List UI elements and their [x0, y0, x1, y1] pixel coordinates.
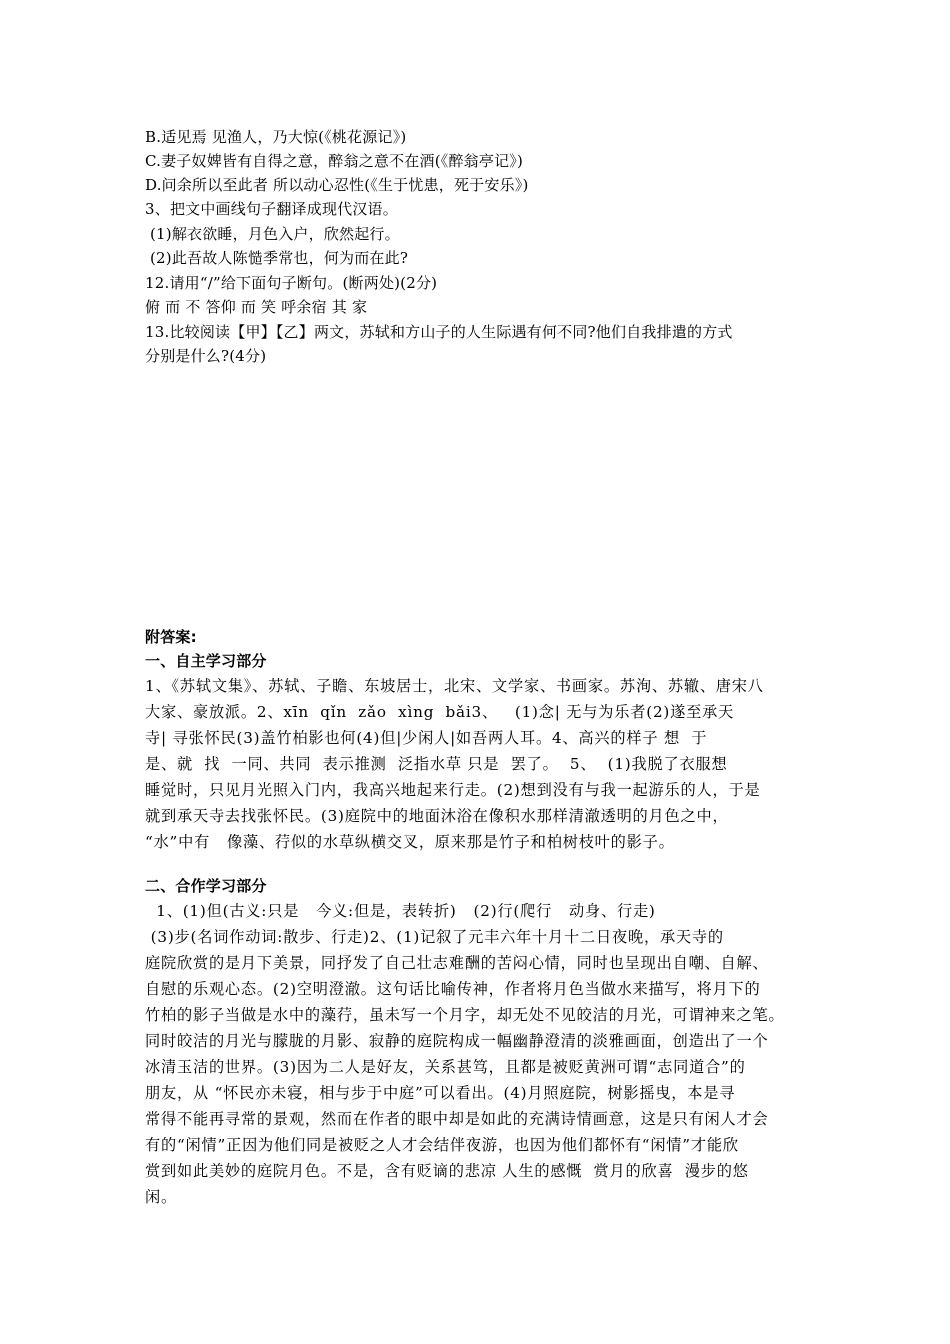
answer-text-line: 大家、豪放派。2、xīn qǐn zǎo xìng bǎi3、 (1)念| 无与为乐者(2)遂至承天	[145, 703, 735, 721]
question-option-c: C.妻子奴婢皆有自得之意，醉翁之意不在酒(《醉翁亭记》)	[145, 152, 524, 170]
section-1-title: 一、自主学习部分	[145, 652, 267, 670]
question-option-d: D.问余所以至此者 所以动心忍性(《生于忧患，死于安乐》)	[145, 176, 529, 194]
answer-text-line: 有的“闲情”正因为他们同是被贬之人才会结伴夜游，也因为他们都怀有“闲情”才能欣	[145, 1136, 739, 1154]
answer-text-line: 是、就 找 一同、共同 表示推测 泛指水草 只是 罢了。 5、 (1)我脱了衣服想	[145, 755, 728, 773]
question-12-sentence: 俯 而 不 答仰 而 笑 呼余宿 其 家	[145, 298, 368, 316]
answer-text-line: 冰清玉洁的世界。(3)因为二人是好友，关系甚笃，且都是被贬黄洲可谓“志同道合”的	[145, 1058, 746, 1076]
question-13-line-1: 13.比较阅读【甲】【乙】两文，苏轼和方山子的人生际遇有何不同?他们自我排遣的方式	[145, 323, 733, 341]
section-2-title: 二、合作学习部分	[145, 877, 267, 895]
question-3-item-1: (1)解衣欲睡，月色入户，欣然起行。	[145, 225, 400, 243]
answer-text-line: 竹柏的影子当做是水中的藻荇，虽未写一个月字，却无处不见皎洁的月光，可谓神来之笔。	[145, 1006, 785, 1024]
answer-text-line: 朋友，从 “怀民亦未寝，相与步于中庭”可以看出。(4)月照庭院，树影摇曳，本是寻	[145, 1084, 736, 1102]
answer-text-line: 赏到如此美妙的庭院月色。不是，含有贬谪的悲凉 人生的感慨 赏月的欣喜 漫步的悠	[145, 1162, 749, 1180]
answer-text-line: 睡觉时，只见月光照入门内，我高兴地起来行走。(2)想到没有与我一起游乐的人，于是	[145, 781, 761, 799]
question-13-line-2: 分别是什么?(4分)	[145, 347, 267, 365]
question-3-title: 3、把文中画线句子翻译成现代汉语。	[145, 200, 398, 218]
answer-text-line: 1、(1)但(古义:只是 今义:但是，表转折) (2)行(爬行 动身、行走)	[145, 902, 656, 920]
answer-heading: 附答案:	[145, 628, 197, 646]
question-12-title: 12.请用“/”给下面句子断句。(断两处)(2分)	[145, 274, 438, 292]
answer-text-line: 闲。	[145, 1188, 177, 1206]
answer-text-line: 寺| 寻张怀民(3)盖竹柏影也何(4)但|少闲人|如吾两人耳。4、高兴的样子 想 于	[145, 729, 708, 747]
answer-text-line: “水”中有 像藻、荇似的水草纵横交叉，原来那是竹子和柏树枝叶的影子。	[145, 833, 675, 851]
answer-text-line: 常得不能再寻常的景观，然而在作者的眼中却是如此的充满诗情画意，这是只有闲人才会	[145, 1110, 769, 1128]
answer-text-line: 同时皎洁的月光与朦胧的月影、寂静的庭院构成一幅幽静澄清的淡雅画面，创造出了一个	[145, 1032, 769, 1050]
question-3-item-2: (2)此吾故人陈慥季常也，何为而在此?	[145, 249, 409, 267]
answer-text-line: 庭院欣赏的是月下美景，同抒发了自己壮志难酬的苦闷心情，同时也呈现出自嘲、自解、	[145, 954, 769, 972]
answer-text-line: (3)步(名词作动词:散步、行走)2、(1)记叙了元丰六年十月十二日夜晚，承天寺的	[145, 928, 724, 946]
answer-text-line: 1、《苏轼文集》、苏轼、子瞻、东坡居士，北宋、文学家、书画家。苏洵、苏辙、唐宋八	[145, 677, 764, 695]
answer-text-line: 自慰的乐观心态。(2)空明澄澈。这句话比喻传神，作者将月色当做水来描写，将月下的	[145, 980, 761, 998]
answer-text-line: 就到承天寺去找张怀民。(3)庭院中的地面沐浴在像积水那样清澈透明的月色之中，	[145, 807, 729, 825]
question-option-b: B.适见焉 见渔人，乃大惊(《桃花源记》)	[145, 128, 407, 146]
